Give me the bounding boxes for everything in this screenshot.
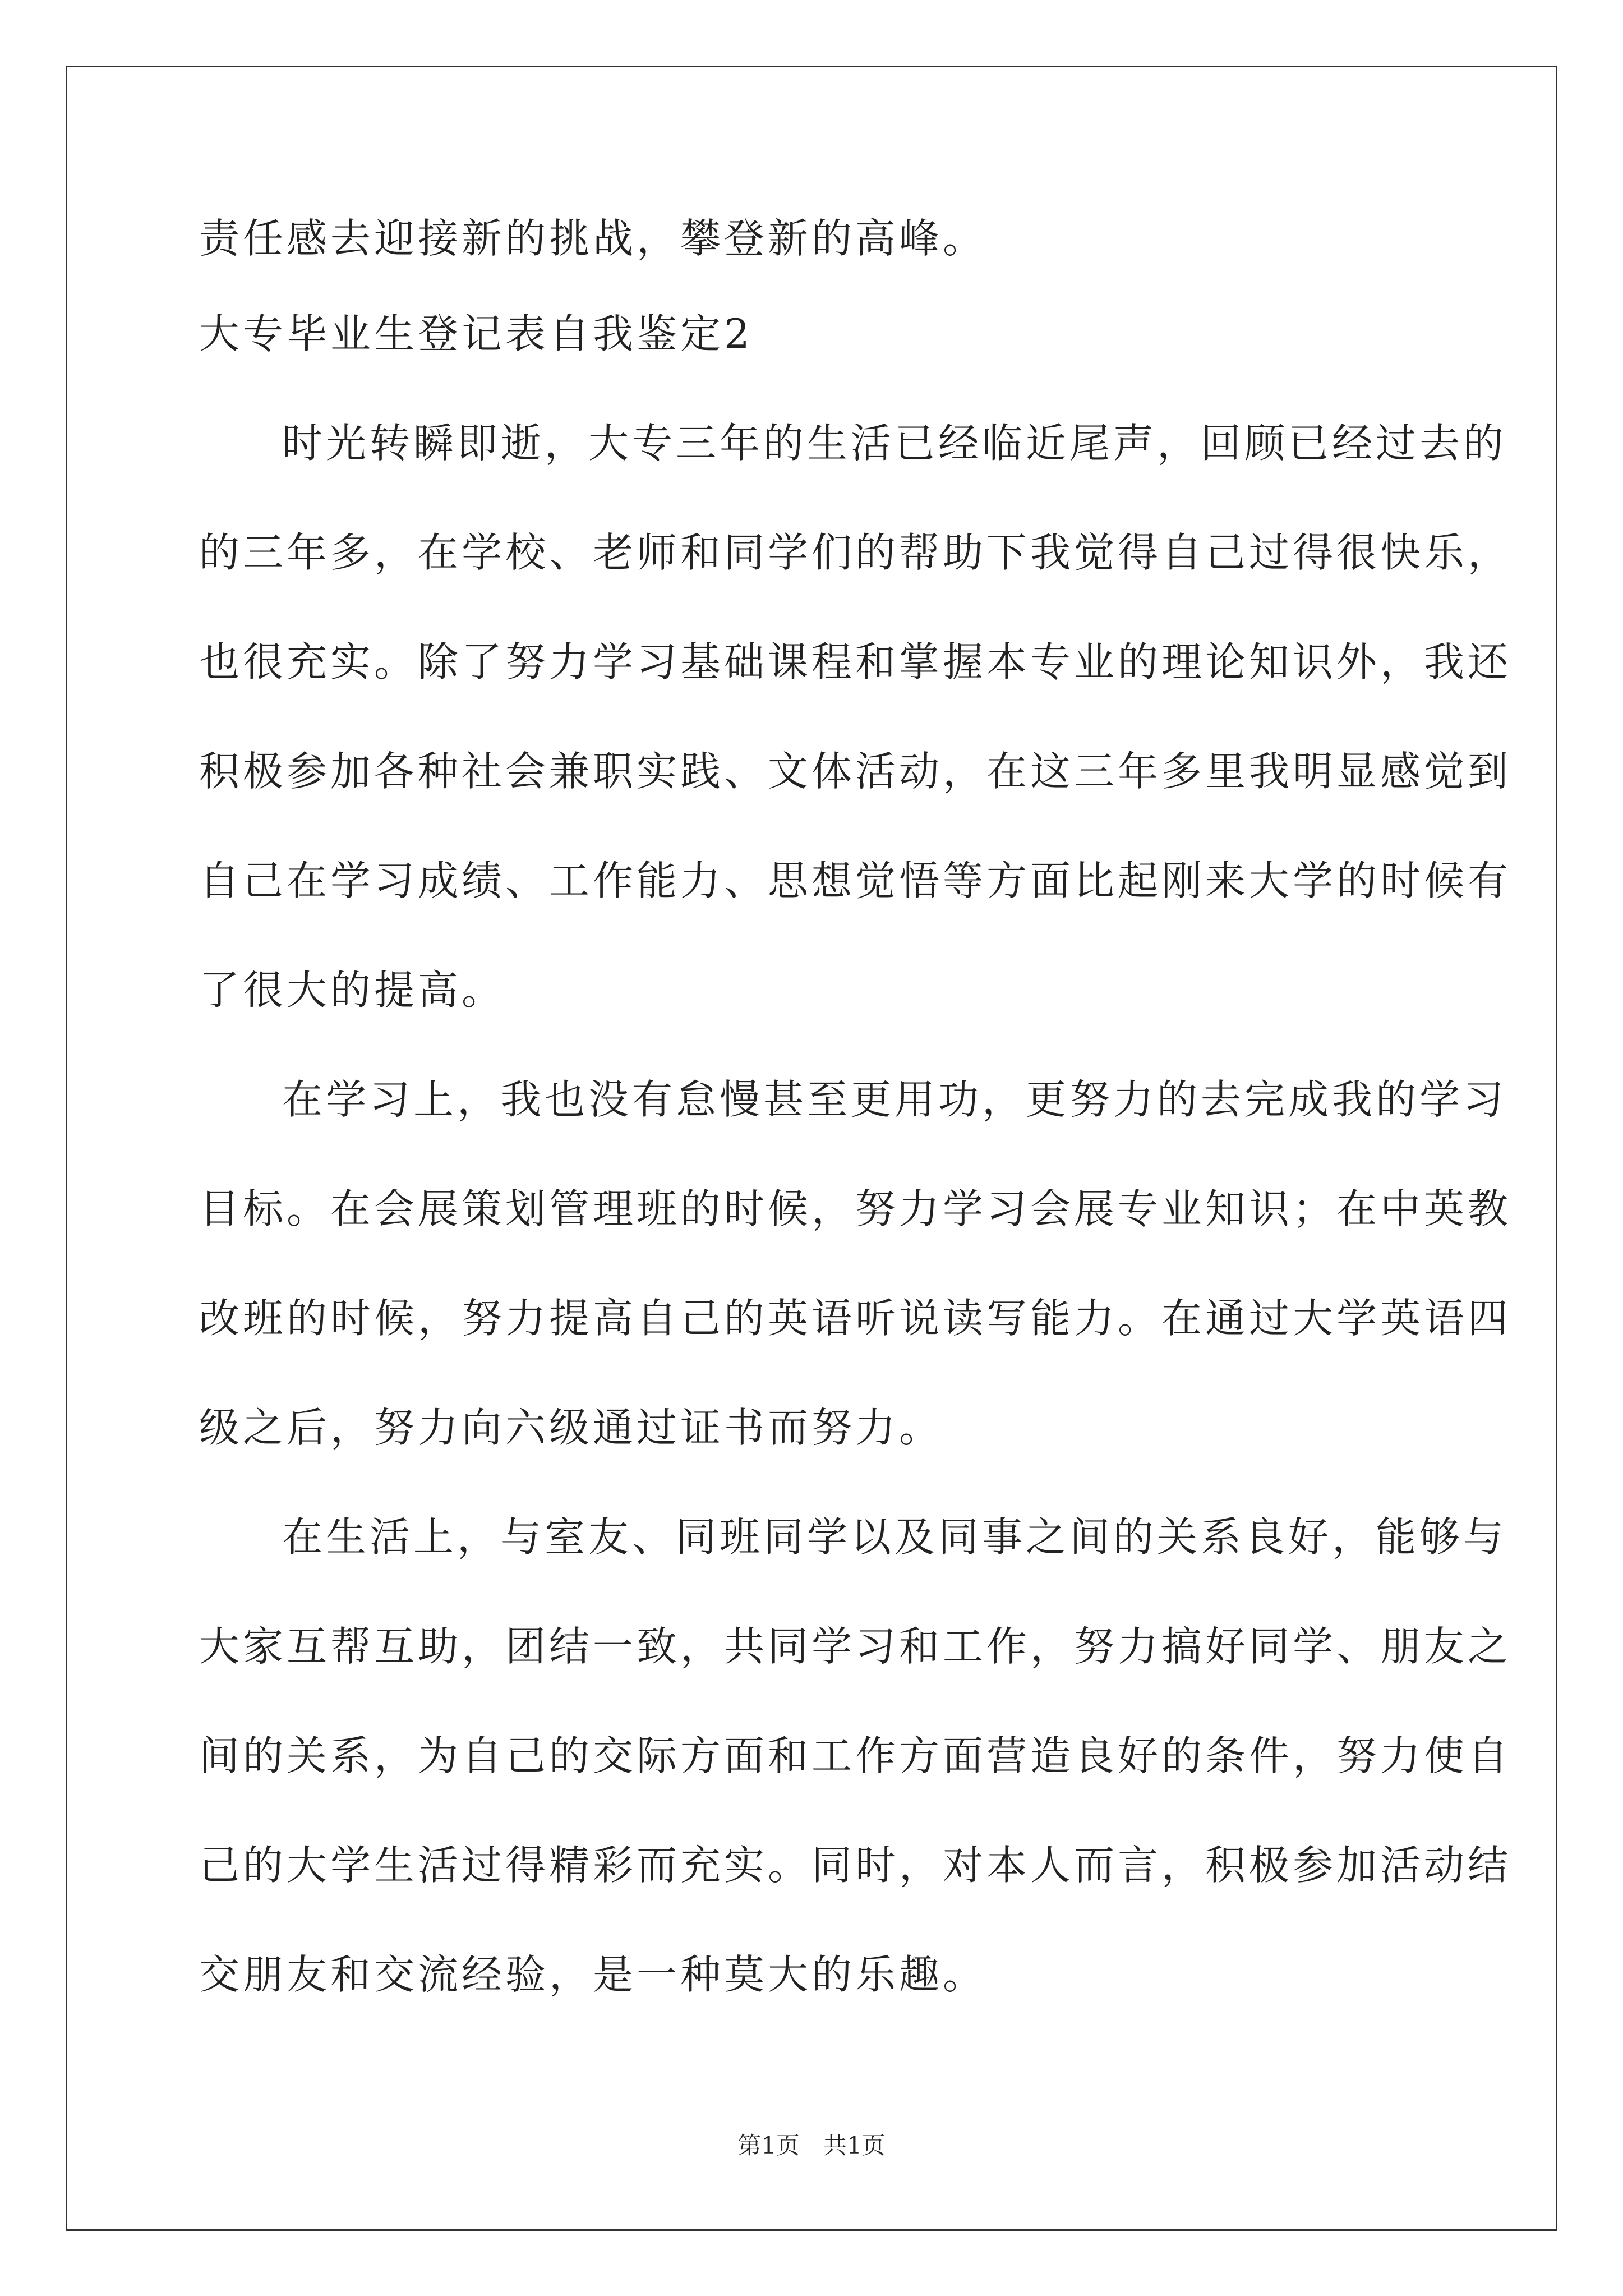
paragraph-line: 改班的时候，努力提高自己的英语听说读写能力。在通过大学英语四 xyxy=(199,1295,1512,1342)
paragraph-line: 大家互帮互助，团结一致，共同学习和工作，努力搞好同学、朋友之 xyxy=(199,1623,1512,1670)
paragraph-3 xyxy=(199,1509,1512,2003)
paragraph-line: 在生活上，与室友、同班同学以及同事之间的关系良好，能够与 xyxy=(282,1513,1507,1561)
paragraph-line: 自己在学习成绩、工作能力、思想觉悟等方面比起刚来大学的时候有 xyxy=(199,857,1512,904)
paragraph-line: 的三年多，在学校、老师和同学们的帮助下我觉得自己过得很快乐， xyxy=(199,529,1512,576)
paragraph-line: 间的关系，为自己的交际方面和工作方面营造良好的条件，努力使自 xyxy=(199,1732,1512,1779)
section-heading: 大专毕业生登记表自我鉴定2 xyxy=(199,310,753,357)
paragraph-1 xyxy=(199,415,1512,1018)
paragraph-2 xyxy=(199,1071,1512,1456)
paragraph-line: 在学习上，我也没有怠慢甚至更用功，更努力的去完成我的学习 xyxy=(282,1076,1507,1123)
paragraph-line: 级之后，努力向六级通过证书而努力。 xyxy=(199,1404,943,1451)
paragraph-line: 时光转瞬即逝，大专三年的生活已经临近尾声，回顾已经过去的 xyxy=(282,420,1507,467)
page-number-footer: 第1页 共1页 xyxy=(737,2132,886,2159)
paragraph-line: 己的大学生活过得精彩而充实。同时，对本人而言，积极参加活动结 xyxy=(199,1842,1512,1889)
paragraph-line: 目标。在会展策划管理班的时候，努力学习会展专业知识；在中英教 xyxy=(199,1185,1512,1232)
paragraph-line: 也很充实。除了努力学习基础课程和掌握本专业的理论知识外，我还 xyxy=(199,638,1512,685)
paragraph-line: 积极参加各种社会兼职实践、文体活动，在这三年多里我明显感觉到 xyxy=(199,748,1512,795)
document-body xyxy=(199,210,1512,2056)
paragraph-line: 交朋友和交流经验，是一种莫大的乐趣。 xyxy=(199,1951,987,1998)
continuation-line: 责任感去迎接新的挑战，攀登新的高峰。 xyxy=(199,215,987,262)
paragraph-line: 了很大的提高。 xyxy=(199,967,506,1014)
